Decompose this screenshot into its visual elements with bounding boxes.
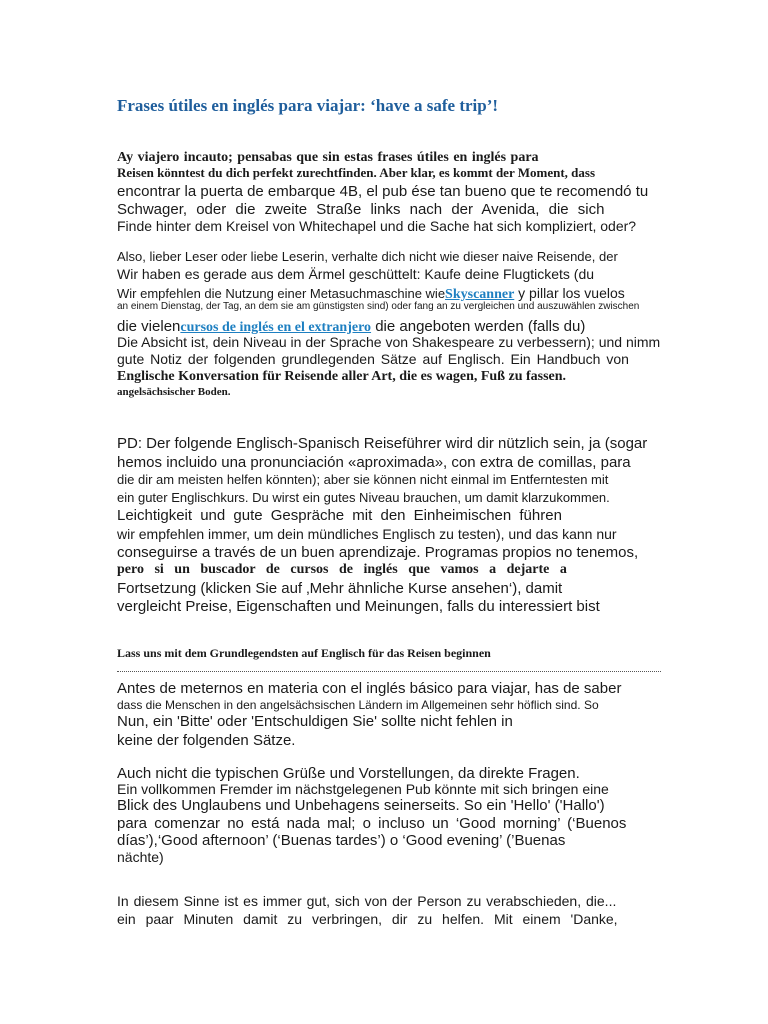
text-line: Ay viajero incauto; pensabas que sin estas frases útiles en inglés para bbox=[117, 150, 539, 165]
text-line: In diesem Sinne ist es immer gut, sich von der Person zu verabschieden, die... bbox=[117, 893, 617, 909]
text-line: ein paar Minuten damit zu verbringen, dir zu helfen. Mit einem 'Danke, bbox=[117, 911, 618, 927]
text-line: vergleicht Preise, Eigenschaften und Meinungen, falls du interessiert bist bbox=[117, 598, 600, 615]
skyscanner-link[interactable]: Skyscanner bbox=[445, 287, 515, 302]
text-line: gute Notiz der folgenden grundlegenden Sätze auf Englisch. Ein Handbuch von bbox=[117, 351, 629, 367]
text-line: angelsächsischer Boden. bbox=[117, 386, 231, 398]
text-line: conseguirse a través de un buen aprendizaje. Programas propios no tenemos, bbox=[117, 544, 639, 561]
text-line: keine der folgenden Sätze. bbox=[117, 732, 296, 749]
text-line: Wir haben es gerade aus dem Ärmel geschüttelt: Kaufe deine Flugtickets (du bbox=[117, 266, 595, 282]
courses-abroad-link[interactable]: cursos de inglés en el extranjero bbox=[180, 320, 372, 335]
text-line: Also, lieber Leser oder liebe Leserin, verhalte dich nicht wie dieser naive Reisende, der bbox=[117, 249, 618, 264]
text-line: die vielencursos de inglés en el extranjero die angeboten werden (falls du) bbox=[117, 318, 586, 335]
text-line: encontrar la puerta de embarque 4B, el pub ése tan bueno que te recomendó tu bbox=[117, 183, 649, 200]
section-heading: Lass uns mit dem Grundlegendsten auf Englisch für das Reisen beginnen bbox=[117, 646, 491, 660]
text-line: dass die Menschen in den angelsächsischen Ländern im Allgemeinen sehr höflich sind. So bbox=[117, 698, 599, 712]
text-line: Englische Konversation für Reisende aller Art, die es wagen, Fuß zu fassen. bbox=[117, 369, 567, 384]
text-line: Blick des Unglaubens und Unbehagens seinerseits. So ein 'Hello' ('Hallo') bbox=[117, 797, 605, 814]
text-line: Auch nicht die typischen Grüße und Vorstellungen, da direkte Fragen. bbox=[117, 765, 580, 782]
text-line: Nun, ein 'Bitte' oder 'Entschuldigen Sie' sollte nicht fehlen in bbox=[117, 713, 513, 730]
text-line: hemos incluido una pronunciación «aproximada», con extra de comillas, para bbox=[117, 454, 631, 471]
text-line: Finde hinter dem Kreisel von Whitechapel und die Sache hat sich kompliziert, oder? bbox=[117, 218, 637, 234]
text-line: nächte) bbox=[117, 849, 164, 865]
text-line: pero si un buscador de cursos de inglés que vamos a dejarte a bbox=[117, 562, 567, 577]
text-line: an einem Dienstag, der Tag, an dem sie am günstigsten sind) oder fang an zu vergleichen und auszuwählen zwischen bbox=[117, 301, 640, 312]
text-line: Ein vollkommen Fremder im nächstgelegenen Pub könnte mit sich bringen eine bbox=[117, 781, 609, 797]
text-line: Die Absicht ist, dein Niveau in der Sprache von Shakespeare zu verbessern); und nimm bbox=[117, 334, 661, 350]
divider bbox=[117, 671, 661, 672]
text-line: die dir am meisten helfen könnten); aber sie können nicht einmal im Entferntesten mit bbox=[117, 472, 609, 487]
text-line: PD: Der folgende Englisch-Spanisch Reiseführer wird dir nützlich sein, ja (sogar bbox=[117, 435, 648, 452]
text-line: para comenzar no está nada mal; o incluso un ‘Good morning’ (‘Buenos bbox=[117, 815, 627, 832]
text-line: ein guter Englischkurs. Du wirst ein gutes Niveau brauchen, um damit klarzukommen. bbox=[117, 490, 610, 505]
text-line: días’),‘Good afternoon’ (‘Buenas tardes’) o ‘Good evening’ (’Buenas bbox=[117, 832, 566, 849]
text-line: Schwager, oder die zweite Straße links nach der Avenida, die sich bbox=[117, 201, 605, 218]
text-line: Leichtigkeit und gute Gespräche mit den Einheimischen führen bbox=[117, 507, 562, 524]
page-title: Frases útiles en inglés para viajar: ‘have a safe trip’! bbox=[117, 96, 499, 115]
text-line: Wir empfehlen die Nutzung einer Metasuchmaschine wieSkyscanner y pillar los vuelos bbox=[117, 285, 625, 302]
text-line: Fortsetzung (klicken Sie auf ‚Mehr ähnliche Kurse ansehen‘), damit bbox=[117, 580, 563, 597]
text-line: Antes de meternos en materia con el inglés básico para viajar, has de saber bbox=[117, 680, 622, 697]
text-line: wir empfehlen immer, um dein mündliches Englisch zu testen), und das kann nur bbox=[117, 526, 617, 542]
text-line: Reisen könntest du dich perfekt zurechtfinden. Aber klar, es kommt der Moment, dass bbox=[117, 165, 596, 180]
